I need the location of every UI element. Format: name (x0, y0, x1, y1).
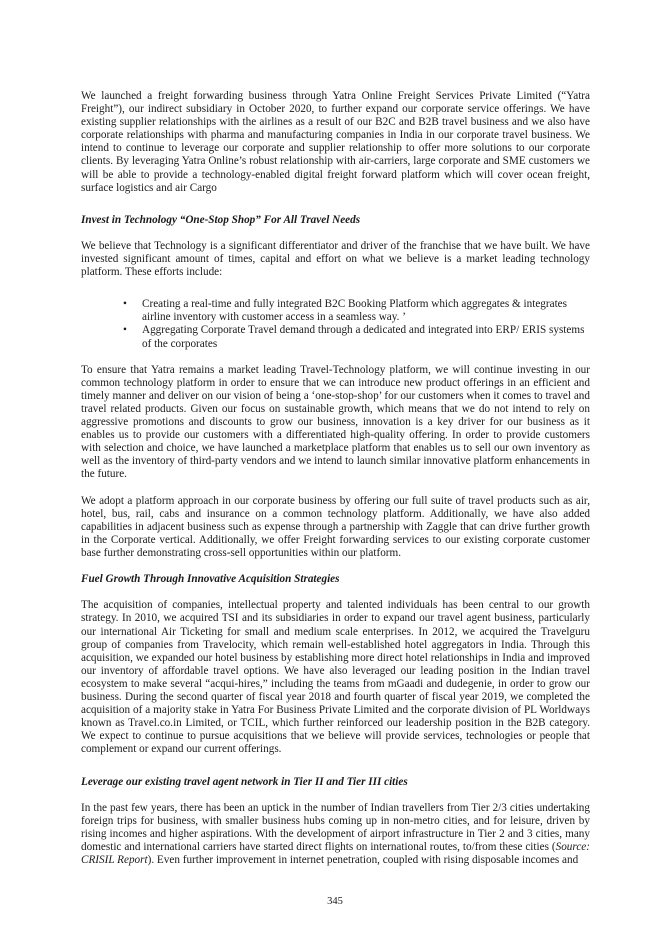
list-item (81, 324, 590, 350)
tier-cities-text-part1: In the past few years, there has been an uptick in the number of Indian travellers from Tier 2/3 cities undertaking foreign trips for business, with smaller business hubs coming up in non-metro cities, and for leisure, driven by rising incomes and higher aspirations. With the development of airport infrastructure in Tier 2 and 3 cities, many domestic and international carriers have started direct flights on international routes, to/from these cities ( (81, 801, 590, 853)
technology-intro-paragraph: We believe that Technology is a significant differentiator and driver of the franchise that we have built. We have invested significant amount of times, capital and effort on what we believe is a market leading technology platform. These efforts include: (81, 239, 590, 279)
source-citation: Source: CRISIL Report (81, 840, 590, 867)
tier-cities-heading: Leverage our existing travel agent network in Tier II and Tier III cities (81, 775, 408, 788)
acquisition-paragraph: The acquisition of companies, intellectual property and talented individuals has been central to our growth strategy. In 2010, we acquired TSI and its subsidiaries in order to expand our travel agent business, particularly our international Air Ticketing for small and medium scale enterprises. In 2012, we acquired the Travelguru group of companies from Travelocity, which remain well-established hotel aggregators in India. Through this acquisition, we expanded our hotel business by establishing more direct hotel relationships in India and improved our inventory of affordable travel options. We have also leveraged our leading position in the Indian travel ecosystem to make several “acqui-hires,” including the teams from mGaadi and dudegenie, in order to grow our business. During the second quarter of fiscal year 2018 and fourth quarter of fiscal year 2019, we completed the acquisition of a majority stake in Yatra For Business Private Limited and the corporate division of PL Worldways known as Travel.co.in Limited, or TCIL, which further reinforced our leadership position in the B2B category. We expect to continue to pursue acquisitions that we believe will provide services, technologies or people that complement or expand our current offerings. (81, 599, 590, 756)
list-item-text: Creating a real-time and fully integrated B2C Booking Platform which aggregates & integrates airline inventory with customer access in a seamless way. ’ (142, 298, 568, 324)
tier-cities-paragraph (81, 802, 590, 867)
page-number: 345 (327, 896, 343, 907)
acquisition-heading: Fuel Growth Through Innovative Acquisition Strategies (81, 573, 340, 586)
bullet-icon: • (123, 324, 127, 337)
technology-heading: Invest in Technology “One-Stop Shop” For All Travel Needs (81, 213, 361, 226)
list-item (81, 298, 590, 324)
travel-technology-paragraph: To ensure that Yatra remains a market leading Travel-Technology platform, we will continue investing in our common technology platform in order to ensure that we can introduce new product offerings in an efficient and timely manner and deliver on our vision of being a ‘one-stop-shop’ for our customers when it comes to travel and travel related products. Given our focus on sustainable growth, which means that we do not intend to rely on aggressive promotions and discounts to grow our business, innovation is a key driver for our business as it enables us to provide our customers with a differentiated high-quality offering. In order to provide customers with selection and choice, we have launched a marketplace platform that enables us to sell our own inventory as well as the inventory of third-party vendors and we intend to launch similar innovative platform enhancements in the future. (81, 363, 590, 481)
freight-forwarding-paragraph: We launched a freight forwarding business through Yatra Online Freight Services Private Limited (“Yatra Freight”), our indirect subsidiary in October 2020, to further expand our corporate service offerings. We have existing supplier relationships with the airlines as a result of our B2C and B2B travel business and we also have corporate relationships with pharma and manufacturing companies in India in our corporate travel business. We intend to continue to leverage our corporate and supplier relationship to offer more solutions to our corporate clients. By leveraging Yatra Online’s robust relationship with air-carriers, large corporate and SME customers we will be able to provide a technology-enabled digital freight forward platform which will cover ocean freight, surface logistics and air Cargo (81, 90, 590, 194)
bullet-icon: • (123, 298, 127, 311)
platform-approach-paragraph: We adopt a platform approach in our corporate business by offering our full suite of travel products such as air, hotel, bus, rail, cabs and insurance on a common technology platform. Additionally, we have also added capabilities in adjacent business such as expense through a partnership with Zaggle that can drive further growth in the Corporate vertical. Additionally, we offer Freight forwarding services to our existing corporate customer base further demonstrating cross-sell opportunities within our platform. (81, 494, 590, 559)
list-item-text: Aggregating Corporate Travel demand through a dedicated and integrated into ERP/ ERIS systems of the corporates (142, 324, 585, 350)
technology-efforts-list (81, 298, 590, 350)
document-page (81, 90, 590, 880)
tier-cities-text-part2: ). Even further improvement in internet penetration, coupled with rising disposable incomes and (147, 854, 579, 867)
